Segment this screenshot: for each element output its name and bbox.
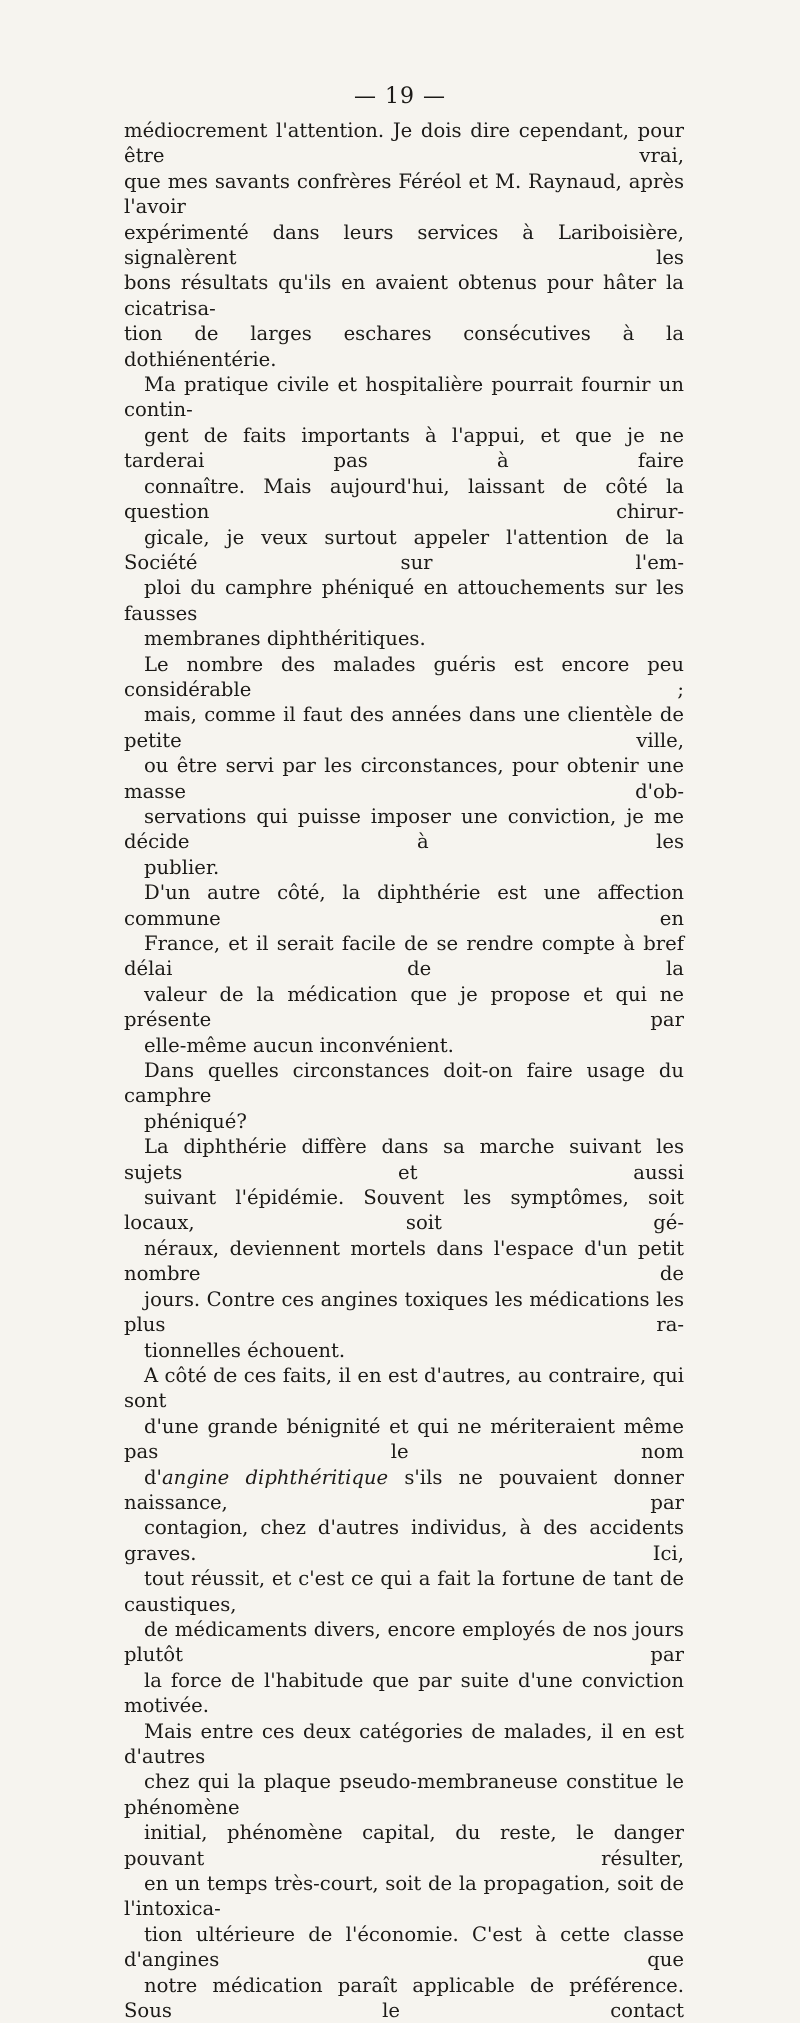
text-line: Dans quelles circonstances doit-on faire usage du camphre <box>124 1059 684 1108</box>
text-line: chez qui la plaque pseudo-membraneuse constitue le phénomène <box>124 1770 684 1819</box>
text-line: expérimenté dans leurs services à Lariboisière, signalèrent les <box>124 220 684 270</box>
text-line: A côté de ces faits, il en est d'autres, au contraire, qui sont <box>124 1363 684 1413</box>
text-line: tion de larges eschares consécutives à la dothiénentérie. <box>124 322 684 371</box>
text-line: bons résultats qu'ils en avaient obtenus pour hâter la cicatrisa- <box>124 271 684 320</box>
paragraph <box>124 1719 684 2023</box>
paragraph <box>124 372 684 651</box>
text-line: d'une grande bénignité et qui ne mériteraient même pas le nom <box>124 1414 684 1464</box>
text-line: tout réussit, et c'est ce qui a fait la fortune de tant de caustiques, <box>124 1567 684 1616</box>
text-line: que mes savants confrères Féréol et M. Raynaud, après l'avoir <box>124 169 684 219</box>
text-line: elle-même aucun inconvénient. <box>144 1033 454 1057</box>
text-line: la force de l'habitude que par suite d'une conviction motivée. <box>124 1668 684 1718</box>
text-line: tionnelles échouent. <box>144 1338 346 1362</box>
text-line: La diphthérie diffère dans sa marche suivant les sujets et aussi <box>124 1135 684 1184</box>
text-line: D'un autre côté, la diphthérie est une affection commune en <box>124 881 684 930</box>
text-line: gicale, je veux surtout appeler l'attention de la Société sur l'em- <box>124 525 684 574</box>
text-line: ploi du camphre phéniqué en attouchements sur les fausses <box>124 576 684 625</box>
text-line: jours. Contre ces angines toxiques les médications les plus ra- <box>124 1287 684 1337</box>
text-line: d'angine diphthéritique s'ils ne pouvaient donner naissance, par <box>124 1465 684 1514</box>
text-line: publier. <box>144 855 220 879</box>
paragraph <box>124 1134 684 1363</box>
text-body <box>124 118 684 2023</box>
text-line: médiocrement l'attention. Je dois dire cependant, pour être vrai, <box>124 119 684 168</box>
text-line: en un temps très-court, soit de la propagation, soit de l'intoxica- <box>124 1872 684 1921</box>
text-line: servations qui puisse imposer une conviction, je me décide à les <box>124 804 684 854</box>
page-number: — 19 — <box>354 84 446 109</box>
text-line: gent de faits importants à l'appui, et que je ne tarderai pas à faire <box>124 423 684 473</box>
text-line: initial, phénomène capital, du reste, le danger pouvant résulter, <box>124 1821 684 1870</box>
text-line: phéniqué? <box>144 1109 247 1133</box>
text-line: mais, comme il faut des années dans une clientèle de petite ville, <box>124 703 684 752</box>
text-line: de médicaments divers, encore employés de nos jours plutôt par <box>124 1617 684 1667</box>
paragraph <box>124 1058 684 1134</box>
text-line: ou être servi par les circonstances, pour obtenir une masse d'ob- <box>124 754 684 803</box>
italic-term: angine diphthéritique <box>161 1465 389 1489</box>
text-line: Mais entre ces deux catégories de malades, il en est d'autres <box>124 1719 684 1768</box>
paragraph <box>124 118 684 372</box>
paragraph <box>124 652 684 881</box>
text-line: valeur de la médication que je propose et qui ne présente par <box>124 982 684 1032</box>
paragraph <box>124 880 684 1058</box>
text-line: Ma pratique civile et hospitalière pourrait fournir un contin- <box>124 373 684 422</box>
text-line: Le nombre des malades guéris est encore peu considérable ; <box>124 652 684 701</box>
text-line: France, et il serait facile de se rendre compte à bref délai de la <box>124 932 684 981</box>
text-line: membranes diphthéritiques. <box>144 627 426 651</box>
text-line: notre médication paraît applicable de préférence. Sous le contact <box>124 1973 684 2023</box>
text-line: suivant l'épidémie. Souvent les symptômes, soit locaux, soit gé- <box>124 1186 684 1235</box>
text-line: tion ultérieure de l'économie. C'est à cette classe d'angines que <box>124 1922 684 1972</box>
text-line: néraux, deviennent mortels dans l'espace d'un petit nombre de <box>124 1236 684 1286</box>
text-line: contagion, chez d'autres individus, à des accidents graves. Ici, <box>124 1516 684 1565</box>
paragraph <box>124 1363 684 1719</box>
text-line: connaître. Mais aujourd'hui, laissant de côté la question chirur- <box>124 474 684 524</box>
